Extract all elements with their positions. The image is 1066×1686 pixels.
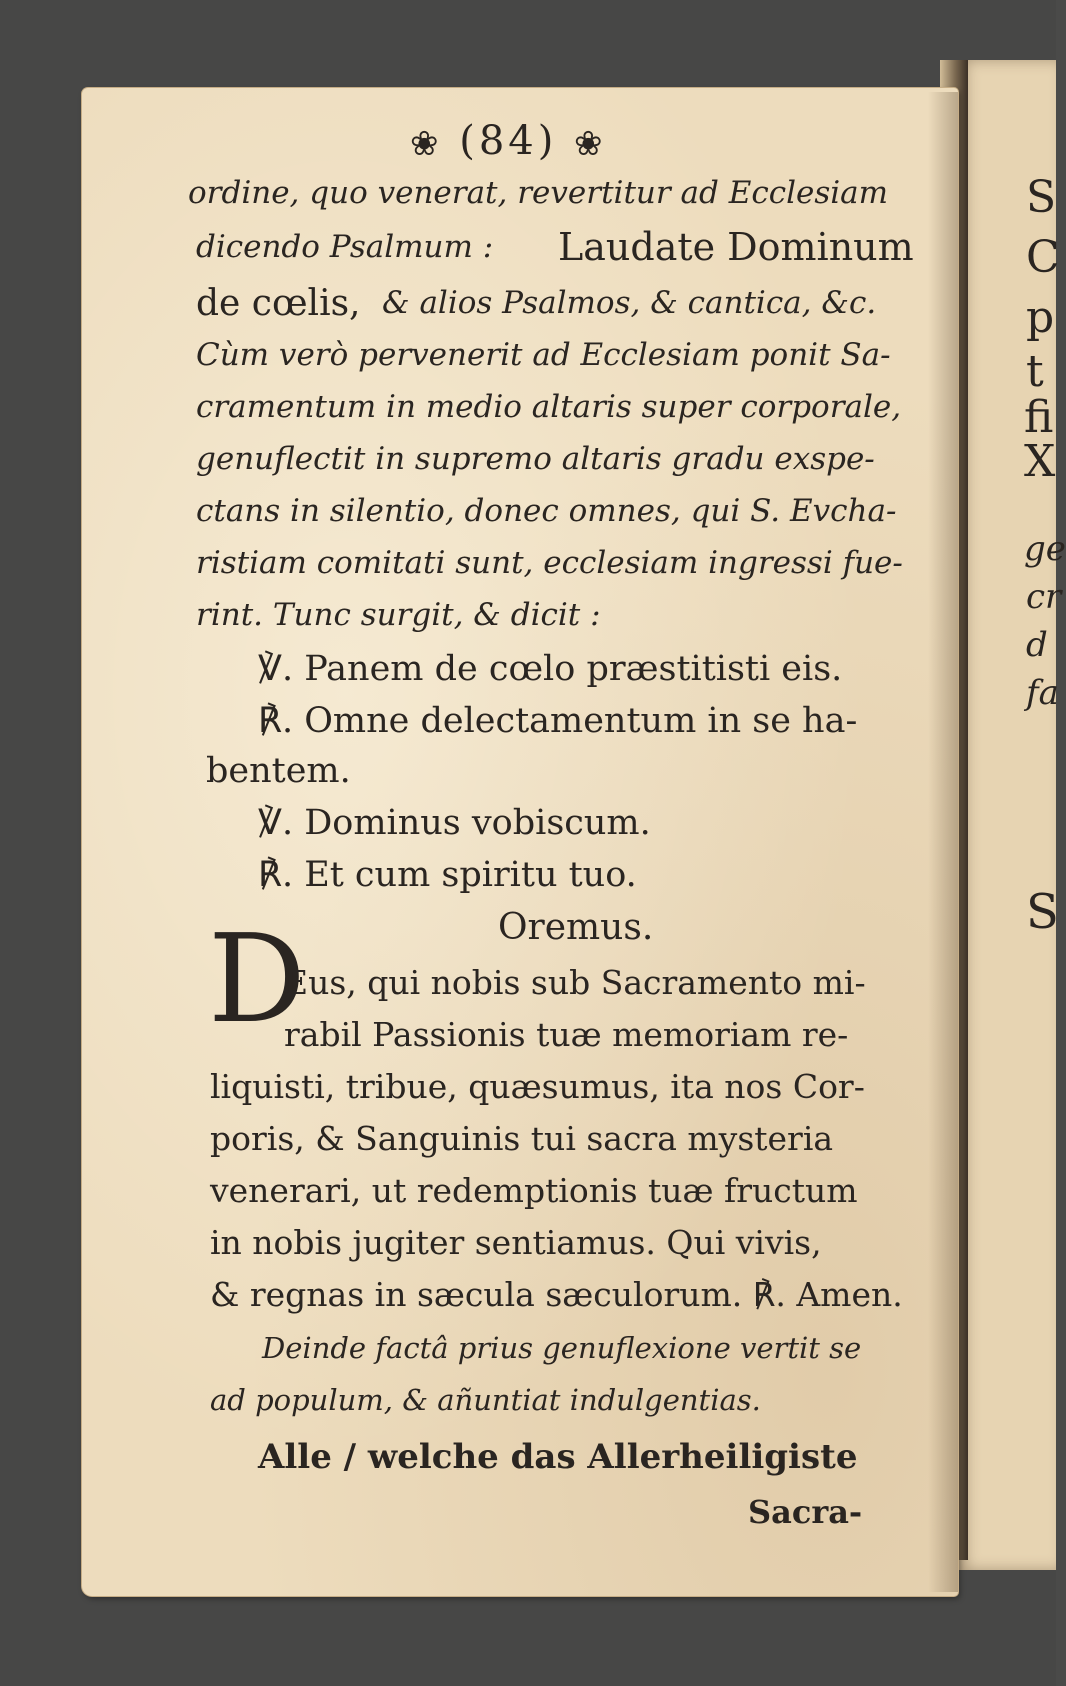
facing-letter: X: [1024, 436, 1056, 487]
prayer-line: Eus, qui nobis sub Sacramento mi-: [284, 963, 866, 1002]
facing-letter: ge: [1024, 529, 1066, 569]
prayer-line: rabil Passionis tuæ memoriam re-: [284, 1015, 849, 1054]
prayer-line: venerari, ut redemptionis tuæ fructum: [210, 1171, 858, 1210]
text-line: cramentum in medio altaris super corporale,: [196, 389, 902, 425]
prayer-line: in nobis jugiter sentiamus. Qui vivis,: [210, 1223, 822, 1262]
versicle-line: ℟. Et cum spiritu tuo.: [258, 855, 637, 895]
versicle-line: bentem.: [206, 751, 351, 791]
facing-page: [958, 60, 1056, 1570]
text-line: & alios Psalmos, & cantica, &c.: [382, 285, 877, 321]
prayer-line: liquisti, tribue, quæsumus, ita nos Cor-: [210, 1067, 865, 1106]
text-line: ordine, quo venerat, revertitur ad Ecclesiam: [188, 175, 889, 211]
oremus-heading: Oremus.: [498, 907, 654, 948]
text-line: Laudate Dominum: [558, 225, 914, 269]
text-line: ctans in silentio, donec omnes, qui S. Evcha-: [196, 493, 897, 529]
text-line: rint. Tunc surgit, & dicit :: [196, 597, 601, 633]
text-line: genuflectit in supremo altaris gradu exspe-: [196, 441, 875, 477]
facing-letter: p: [1026, 292, 1055, 343]
catchword: Sacra-: [748, 1493, 863, 1531]
facing-letter: d: [1026, 625, 1048, 665]
page-edge-shadow: [928, 92, 958, 1592]
facing-letter: t: [1026, 346, 1044, 397]
ornament-left-icon: ❀: [410, 124, 443, 164]
rubric-line: ad populum, & añuntiat indulgentias.: [210, 1383, 761, 1417]
ornament-right-icon: ❀: [574, 124, 607, 164]
drop-cap: D: [208, 908, 306, 1050]
versicle-line: ℣. Panem de cœlo præstitisti eis.: [258, 649, 843, 689]
versicle-line: ℟. Omne delectamentum in se ha-: [258, 701, 858, 741]
facing-letter: fa: [1026, 673, 1059, 713]
facing-letter: S: [1026, 884, 1059, 940]
text-line: dicendo Psalmum :: [196, 229, 494, 265]
page-number: (84): [459, 118, 558, 164]
prayer-line: & regnas in sæcula sæculorum. ℟. Amen.: [210, 1275, 903, 1314]
facing-letter: C: [1026, 232, 1060, 283]
facing-letter: cr: [1026, 577, 1062, 617]
versicle-line: ℣. Dominus vobiscum.: [258, 803, 651, 843]
page-header: [410, 118, 607, 164]
facing-letter: fi: [1024, 392, 1054, 443]
text-line: ristiam comitati sunt, ecclesiam ingressi fue-: [196, 545, 903, 581]
german-line: Alle / welche das Allerheiligiste: [258, 1437, 858, 1477]
rubric-line: Deinde factâ prius genuflexione vertit se: [262, 1331, 862, 1365]
prayer-line: poris, & Sanguinis tui sacra mysteria: [210, 1119, 834, 1158]
text-line: de cœlis,: [196, 283, 361, 324]
text-line: Cùm verò pervenerit ad Ecclesiam ponit Sa-: [196, 337, 891, 373]
facing-letter: S: [1026, 172, 1057, 223]
